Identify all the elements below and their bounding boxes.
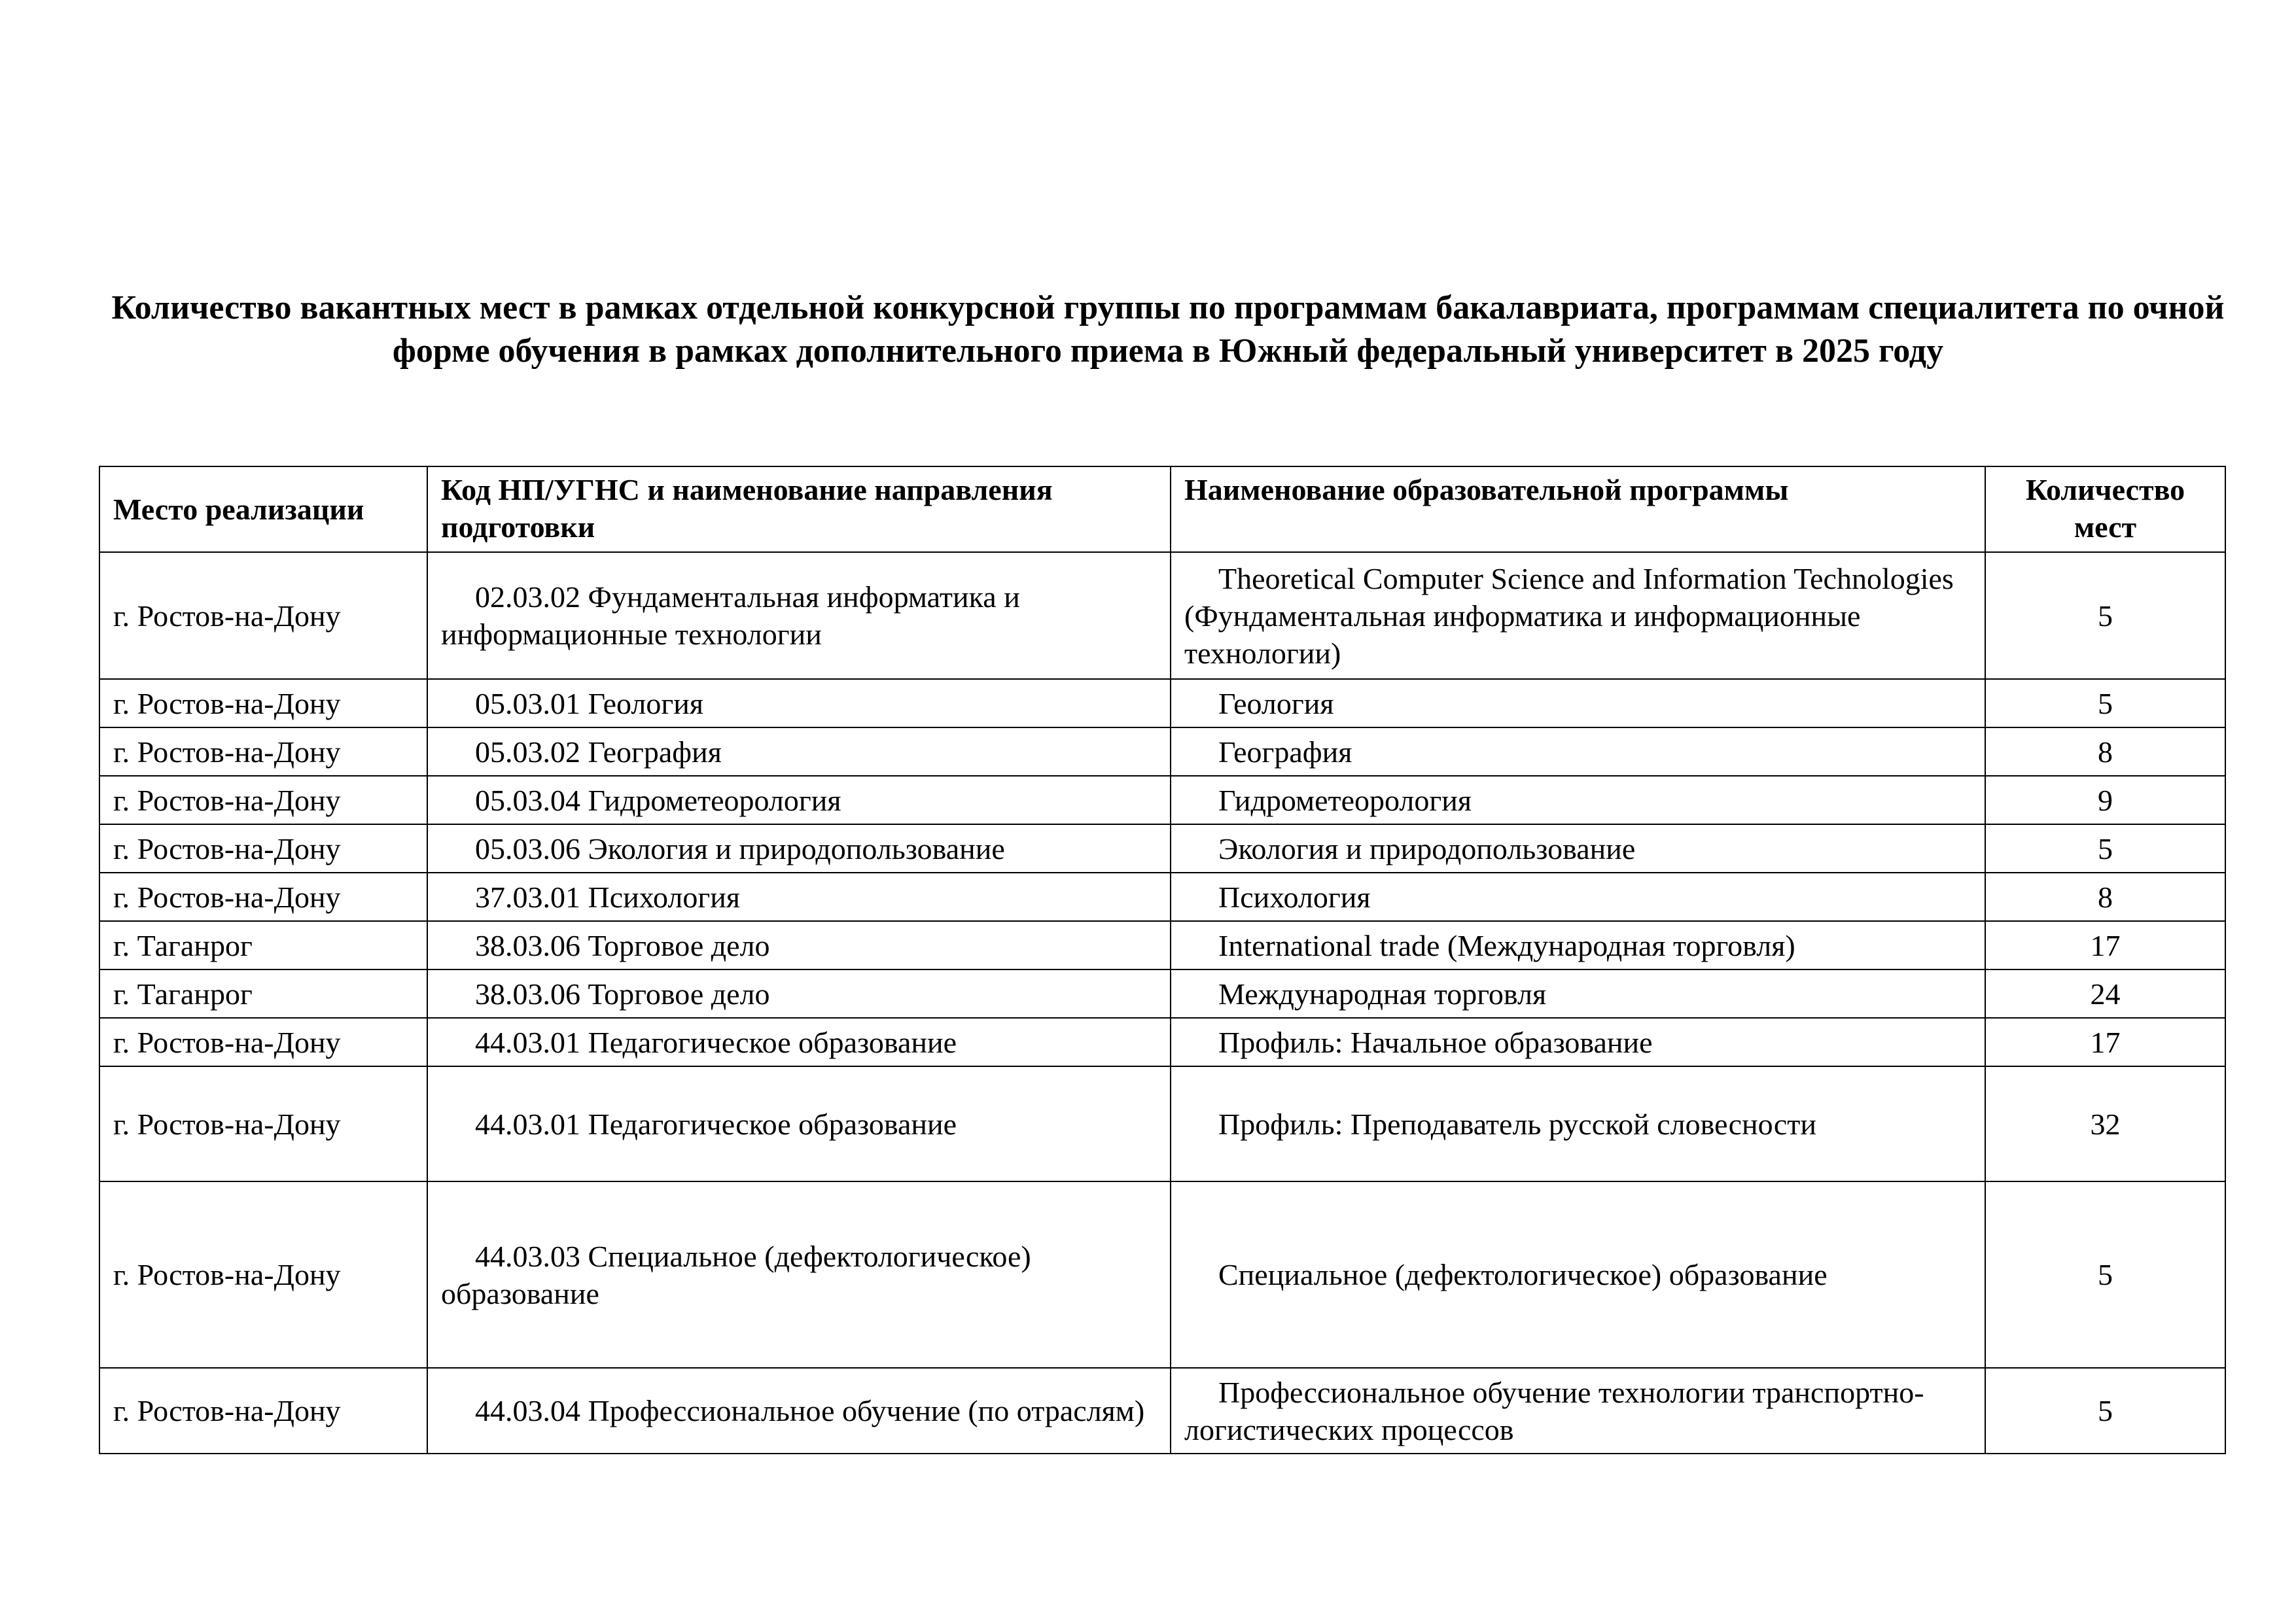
table-row: [99, 1018, 2225, 1066]
cell-code: [427, 679, 1171, 727]
cell-code: [427, 1018, 1171, 1066]
cell-seats: 32: [1985, 1066, 2225, 1181]
cell-place: г. Ростов-на-Дону: [99, 824, 427, 873]
table-row: [99, 727, 2225, 776]
cell-place: г. Таганрог: [99, 921, 427, 969]
cell-program: [1171, 1066, 1985, 1181]
cell-program-text: Специальное (дефектологическое) образование: [1218, 1258, 1828, 1291]
cell-program: [1171, 727, 1985, 776]
cell-code-text: 05.03.01 Геология: [475, 686, 703, 720]
cell-seats: 17: [1985, 1018, 2225, 1066]
cell-code: [427, 873, 1171, 921]
cell-code-text: 05.03.04 Гидрометеорология: [475, 783, 841, 817]
cell-place: г. Ростов-на-Дону: [99, 1181, 427, 1368]
cell-program-text: Экология и природопользование: [1218, 831, 1636, 865]
table-row: [99, 1066, 2225, 1181]
cell-place: г. Ростов-на-Дону: [99, 776, 427, 824]
document-title: Количество вакантных мест в рамках отдельной конкурсной группы по программам бакалавриата, программам специалитета по очной форме обучения в рамках дополнительного приема в Южный федеральный университет в 2025 году: [111, 289, 2225, 370]
table-row: [99, 679, 2225, 727]
cell-program-text: Международная торговля: [1218, 977, 1547, 1011]
cell-code: [427, 552, 1171, 679]
cell-program-text: Профиль: Преподаватель русской словесности: [1218, 1107, 1816, 1141]
header-place: Место реализации: [99, 466, 427, 552]
cell-code: [427, 1066, 1171, 1181]
header-seats: Количество мест: [1985, 466, 2225, 552]
cell-program: [1171, 873, 1985, 921]
cell-code: [427, 921, 1171, 969]
cell-program: [1171, 921, 1985, 969]
table-row: [99, 1181, 2225, 1368]
cell-seats: 5: [1985, 1368, 2225, 1454]
cell-program-text: Гидрометеорология: [1218, 783, 1472, 817]
header-code: Код НП/УГНС и наименование направления подготовки: [427, 466, 1171, 552]
cell-seats: 5: [1985, 824, 2225, 873]
cell-program: [1171, 1018, 1985, 1066]
cell-code: [427, 1181, 1171, 1368]
cell-place: г. Ростов-на-Дону: [99, 873, 427, 921]
cell-program-text: Профиль: Начальное образование: [1218, 1025, 1653, 1059]
cell-code-text: 44.03.01 Педагогическое образование: [475, 1025, 957, 1059]
cell-program: [1171, 679, 1985, 727]
cell-seats: 8: [1985, 727, 2225, 776]
cell-seats: 5: [1985, 679, 2225, 727]
cell-program: [1171, 824, 1985, 873]
cell-place: г. Ростов-на-Дону: [99, 727, 427, 776]
cell-code: [427, 1368, 1171, 1454]
cell-program-text: Геология: [1218, 686, 1334, 720]
table-row: [99, 969, 2225, 1018]
cell-code-text: 05.03.02 География: [475, 735, 722, 769]
cell-program-text: International trade (Международная торговля): [1218, 928, 1795, 962]
cell-code-text: 38.03.06 Торговое дело: [475, 928, 770, 962]
cell-code-text: 44.03.01 Педагогическое образование: [475, 1107, 957, 1141]
cell-seats: 8: [1985, 873, 2225, 921]
table-row: [99, 1368, 2225, 1454]
cell-place: г. Ростов-на-Дону: [99, 679, 427, 727]
table-row: [99, 873, 2225, 921]
cell-program-text: Психология: [1218, 880, 1371, 914]
cell-seats: 24: [1985, 969, 2225, 1018]
cell-place: г. Ростов-на-Дону: [99, 1368, 427, 1454]
cell-seats: 5: [1985, 552, 2225, 679]
header-program: Наименование образовательной программы: [1171, 466, 1985, 552]
cell-seats: 9: [1985, 776, 2225, 824]
table-row: [99, 921, 2225, 969]
vacancies-table: [99, 466, 2226, 1454]
cell-code: [427, 824, 1171, 873]
cell-code-text: 02.03.02 Фундаментальная информатика и информационные технологии: [441, 580, 1020, 651]
cell-program: [1171, 1368, 1985, 1454]
cell-code-text: 37.03.01 Психология: [475, 880, 740, 914]
cell-program: [1171, 776, 1985, 824]
table-header-row: [99, 466, 2225, 552]
table-row: [99, 776, 2225, 824]
cell-seats: 17: [1985, 921, 2225, 969]
cell-program-text: Theoretical Computer Science and Information Technologies (Фундаментальная информатика и информационные технологии): [1184, 561, 1954, 670]
table-row: [99, 552, 2225, 679]
cell-place: г. Ростов-на-Дону: [99, 1018, 427, 1066]
table-row: [99, 824, 2225, 873]
cell-code-text: 38.03.06 Торговое дело: [475, 977, 770, 1011]
cell-code-text: 44.03.03 Специальное (дефектологическое) образование: [441, 1239, 1031, 1310]
cell-program: [1171, 969, 1985, 1018]
cell-code-text: 44.03.04 Профессиональное обучение (по отраслям): [475, 1394, 1145, 1427]
cell-place: г. Ростов-на-Дону: [99, 1066, 427, 1181]
cell-code-text: 05.03.06 Экология и природопользование: [475, 831, 1005, 865]
cell-place: г. Таганрог: [99, 969, 427, 1018]
cell-code: [427, 727, 1171, 776]
cell-program-text: География: [1218, 735, 1352, 769]
cell-program: [1171, 552, 1985, 679]
cell-seats: 5: [1985, 1181, 2225, 1368]
cell-place: г. Ростов-на-Дону: [99, 552, 427, 679]
cell-code: [427, 969, 1171, 1018]
cell-program-text: Профессиональное обучение технологии транспортно-логистических процессов: [1184, 1375, 1924, 1446]
cell-code: [427, 776, 1171, 824]
cell-program: [1171, 1181, 1985, 1368]
